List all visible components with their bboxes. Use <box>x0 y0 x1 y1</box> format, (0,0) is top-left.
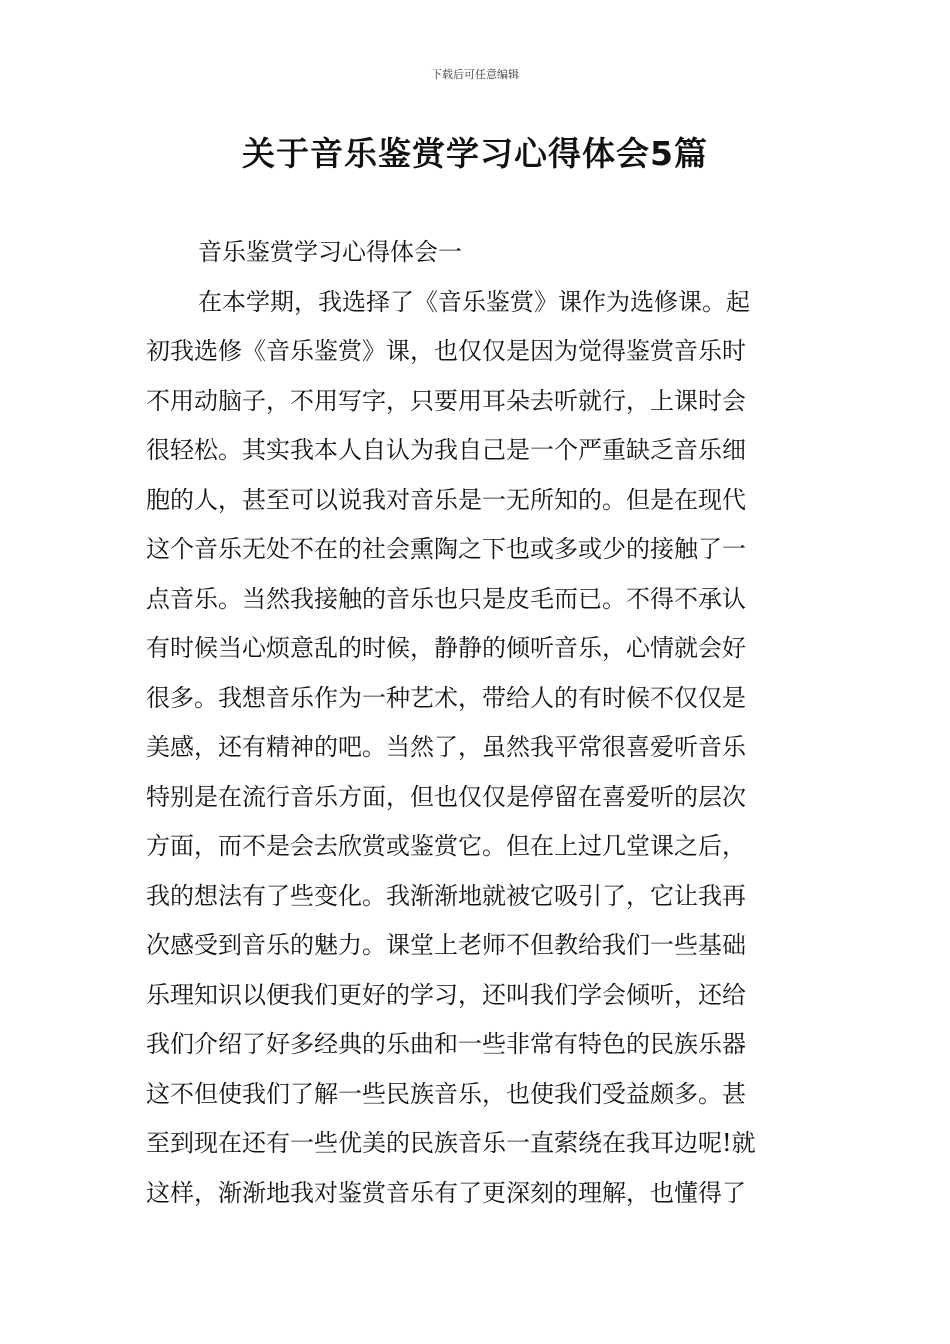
paragraph-line: 美感，还有精神的吧。当然了，虽然我平常很喜爱听音乐 <box>146 733 746 761</box>
document-body <box>146 228 812 1218</box>
paragraph-line: 至到现在还有一些优美的民族音乐一直萦绕在我耳边呢!就 <box>146 1129 756 1157</box>
paragraph-line: 很多。我想音乐作为一种艺术，带给人的有时候不仅仅是 <box>146 683 746 712</box>
paragraph-line: 这样，渐渐地我对鉴赏音乐有了更深刻的理解，也懂得了 <box>146 1178 746 1207</box>
paragraph-line: 次感受到音乐的魅力。课堂上老师不但教给我们一些基础 <box>146 931 746 959</box>
paragraph-line: 乐理知识以便我们更好的学习，还叫我们学会倾听，还给 <box>146 980 746 1009</box>
paragraph-line: 这个音乐无处不在的社会熏陶之下也或多或少的接触了一 <box>146 535 746 563</box>
paragraph-line: 我的想法有了些变化。我渐渐地就被它吸引了，它让我再 <box>146 881 746 910</box>
paragraph-line: 有时候当心烦意乱的时候，静静的倾听音乐，心情就会好 <box>146 634 746 662</box>
paragraph-line: 这不但使我们了解一些民族音乐，也使我们受益颇多。甚 <box>146 1079 746 1108</box>
paragraph-line: 点音乐。当然我接触的音乐也只是皮毛而已。不得不承认 <box>146 584 746 613</box>
paragraph-line: 不用动脑子，不用写字，只要用耳朵去听就行，上课时会 <box>146 386 746 415</box>
paragraph-line: 我们介绍了好多经典的乐曲和一些非常有特色的民族乐器 <box>146 1030 746 1058</box>
paragraph-line: 特别是在流行音乐方面，但也仅仅是停留在喜爱听的层次 <box>146 782 746 811</box>
paragraph-line: 胞的人，甚至可以说我对音乐是一无所知的。但是在现代 <box>146 485 746 514</box>
paragraph-line: 在本学期，我选择了《音乐鉴赏》课作为选修课。起 <box>198 287 750 316</box>
paragraph-line: 方面，而不是会去欣赏或鉴赏它。但在上过几堂课之后， <box>146 832 746 860</box>
section-heading: 音乐鉴赏学习心得体会一 <box>198 238 462 266</box>
document-title: 关于音乐鉴赏学习心得体会5篇 <box>242 134 708 173</box>
paragraph-line: 初我选修《音乐鉴赏》课，也仅仅是因为觉得鉴赏音乐时 <box>146 337 746 365</box>
header-note: 下载后可任意编辑 <box>431 68 519 81</box>
paragraph-line: 很轻松。其实我本人自认为我自己是一个严重缺乏音乐细 <box>146 436 746 464</box>
